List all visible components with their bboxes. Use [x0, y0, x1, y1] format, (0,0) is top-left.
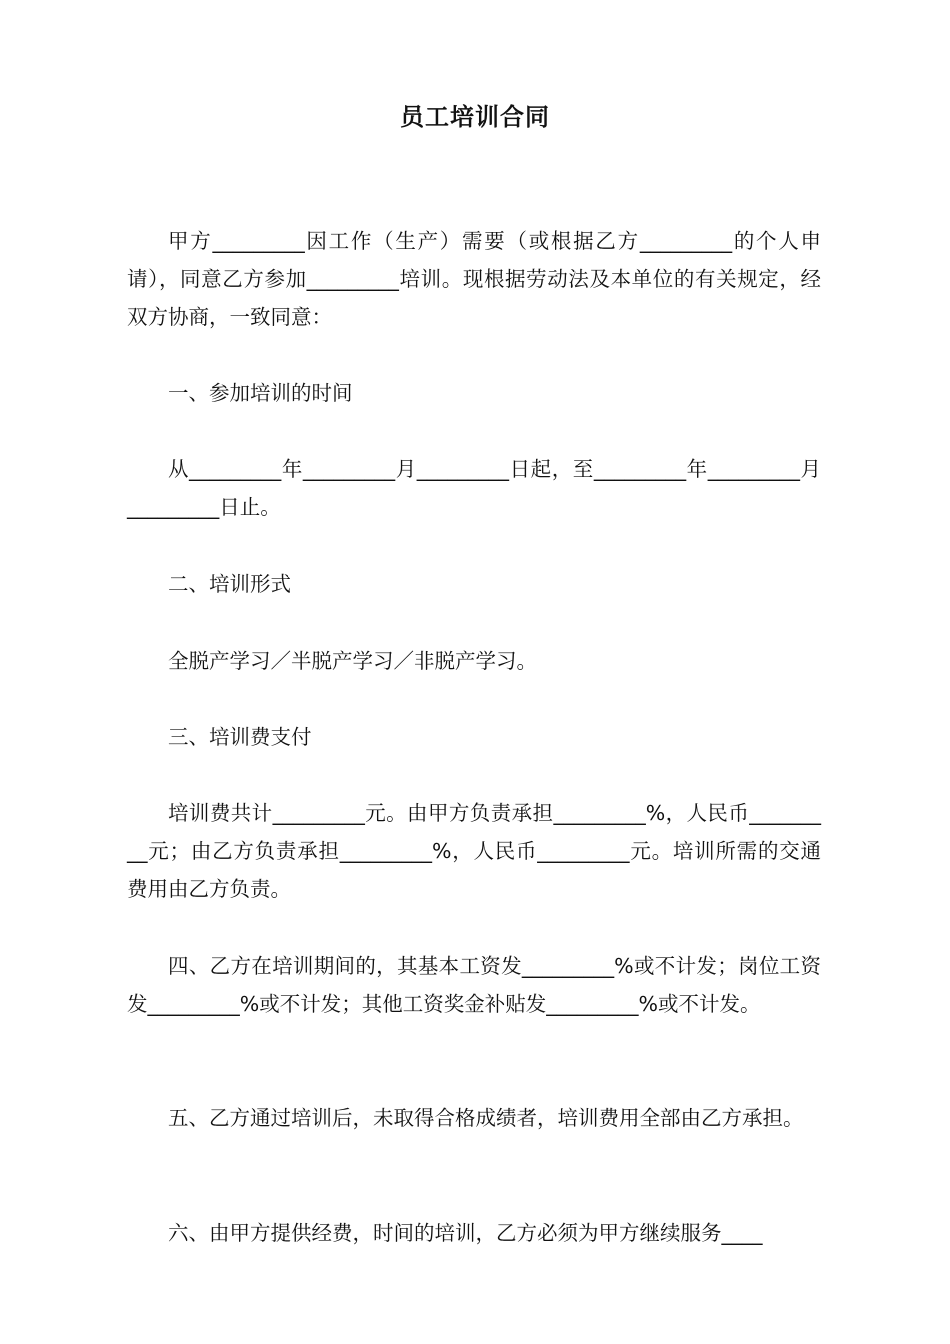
document-title: 员工培训合同	[400, 103, 550, 131]
section-heading-training-form: 二、培训形式	[168, 572, 291, 596]
section-heading-training-fee: 三、培训费支付	[168, 725, 312, 749]
section-heading-training-time: 一、参加培训的时间	[168, 381, 353, 405]
training-form-paragraph: 全脱产学习／半脱产学习／非脱产学习。	[168, 649, 537, 673]
intro-paragraph: 甲方_________因工作（生产）需要（或根据乙方_________的个人申请），同意乙方参加_________培训。现根据劳动法及本单位的有关规定，经双方协商，一致同意：	[127, 229, 821, 329]
clause-five-paragraph: 五、乙方通过培训后，未取得合格成绩者，培训费用全部由乙方承担。	[168, 1106, 804, 1130]
training-time-paragraph: 从_________年_________月_________日起，至_________年_________月_________日止。	[127, 457, 821, 519]
clause-four-paragraph: 四、乙方在培训期间的，其基本工资发_________%或不计发；岗位工资发_________%或不计发；其他工资奖金补贴发_________%或不计发。	[127, 954, 821, 1016]
training-fee-paragraph: 培训费共计_________元。由甲方负责承担_________%，人民币_________元；由乙方负责承担_________%，人民币_________元。培训所需的交通费用由乙方负责。	[127, 801, 821, 901]
clause-six-paragraph: 六、由甲方提供经费，时间的培训，乙方必须为甲方继续服务____	[168, 1221, 763, 1245]
